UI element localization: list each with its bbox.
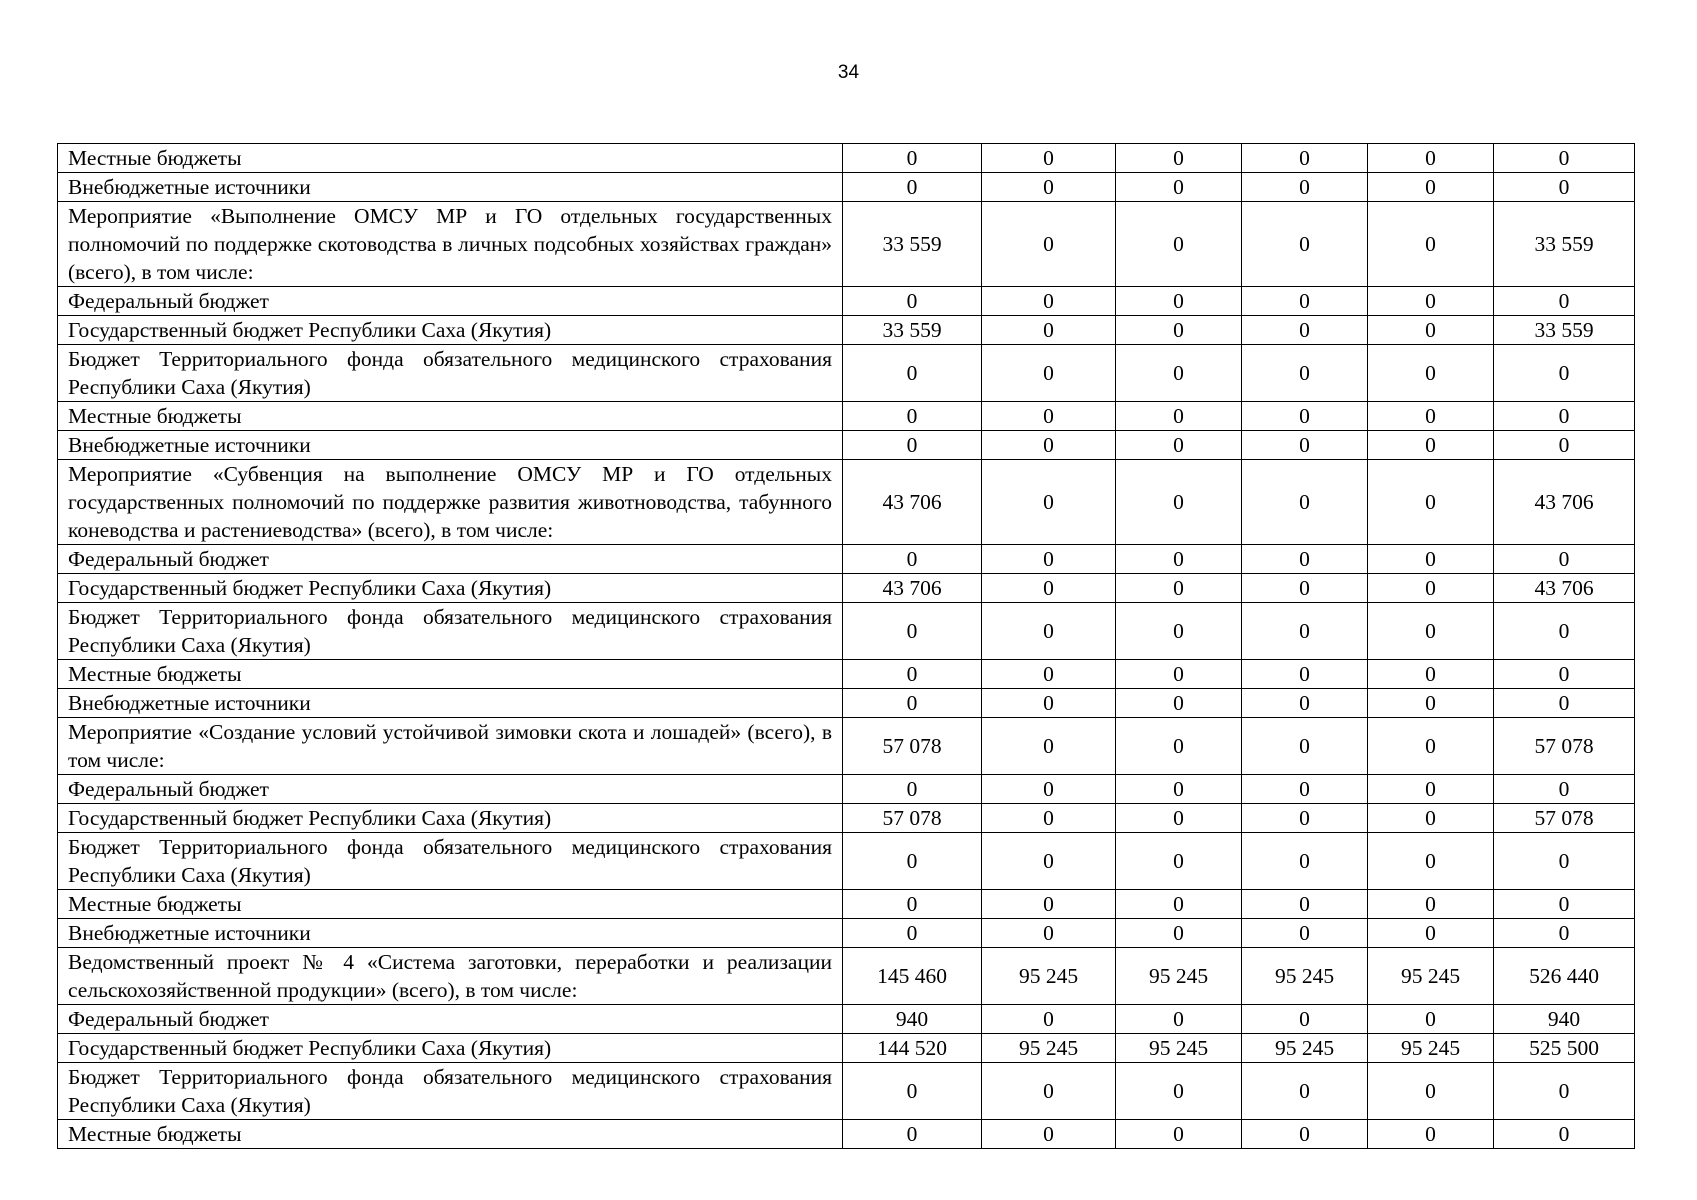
value-cell: 0 <box>982 402 1116 431</box>
table-body <box>58 144 1635 1149</box>
value-cell: 0 <box>1494 545 1635 574</box>
row-label: Федеральный бюджет <box>58 287 843 316</box>
value-cell: 0 <box>982 890 1116 919</box>
row-label: Внебюджетные источники <box>58 431 843 460</box>
value-cell: 57 078 <box>1494 804 1635 833</box>
budget-table <box>57 143 1635 1149</box>
value-cell: 0 <box>1242 833 1368 890</box>
table-row <box>58 1120 1635 1149</box>
value-cell: 0 <box>1368 804 1494 833</box>
value-cell: 0 <box>843 603 982 660</box>
value-cell: 0 <box>1494 775 1635 804</box>
value-cell: 0 <box>1242 173 1368 202</box>
value-cell: 0 <box>1368 173 1494 202</box>
table-row <box>58 545 1635 574</box>
value-cell: 0 <box>1368 689 1494 718</box>
value-cell: 0 <box>843 775 982 804</box>
row-label: Местные бюджеты <box>58 144 843 173</box>
value-cell: 95 245 <box>1242 948 1368 1005</box>
value-cell: 0 <box>1494 919 1635 948</box>
value-cell: 0 <box>843 545 982 574</box>
value-cell: 0 <box>843 173 982 202</box>
value-cell: 0 <box>982 1120 1116 1149</box>
value-cell: 0 <box>1494 833 1635 890</box>
value-cell: 0 <box>1368 431 1494 460</box>
row-label: Государственный бюджет Республики Саха (Якутия) <box>58 804 843 833</box>
value-cell: 0 <box>1116 287 1242 316</box>
value-cell: 940 <box>1494 1005 1635 1034</box>
value-cell: 0 <box>1368 345 1494 402</box>
value-cell: 0 <box>1494 660 1635 689</box>
value-cell: 0 <box>1242 287 1368 316</box>
value-cell: 0 <box>1116 718 1242 775</box>
table-row <box>58 574 1635 603</box>
row-label: Бюджет Территориального фонда обязательного медицинского страхования Республики Саха (Якутия) <box>58 345 843 402</box>
value-cell: 0 <box>1494 287 1635 316</box>
value-cell: 0 <box>982 718 1116 775</box>
value-cell: 0 <box>1116 545 1242 574</box>
value-cell: 0 <box>1368 775 1494 804</box>
value-cell: 95 245 <box>1116 948 1242 1005</box>
row-label: Местные бюджеты <box>58 1120 843 1149</box>
value-cell: 0 <box>1368 718 1494 775</box>
table-row <box>58 460 1635 545</box>
value-cell: 525 500 <box>1494 1034 1635 1063</box>
value-cell: 0 <box>843 890 982 919</box>
value-cell: 0 <box>1116 574 1242 603</box>
value-cell: 0 <box>1116 202 1242 287</box>
value-cell: 0 <box>1242 1063 1368 1120</box>
value-cell: 144 520 <box>843 1034 982 1063</box>
value-cell: 0 <box>1368 919 1494 948</box>
value-cell: 43 706 <box>843 574 982 603</box>
value-cell: 43 706 <box>1494 460 1635 545</box>
value-cell: 0 <box>1242 919 1368 948</box>
value-cell: 0 <box>1368 1005 1494 1034</box>
value-cell: 95 245 <box>1242 1034 1368 1063</box>
value-cell: 0 <box>1116 345 1242 402</box>
row-label: Мероприятие «Выполнение ОМСУ МР и ГО отдельных государственных полномочий по поддержке скотоводства в личных подсобных хозяйствах граждан» (всего), в том числе: <box>58 202 843 287</box>
value-cell: 145 460 <box>843 948 982 1005</box>
value-cell: 0 <box>843 144 982 173</box>
value-cell: 0 <box>1116 402 1242 431</box>
value-cell: 0 <box>982 689 1116 718</box>
value-cell: 57 078 <box>843 804 982 833</box>
table-row <box>58 603 1635 660</box>
value-cell: 0 <box>1116 660 1242 689</box>
table-row <box>58 287 1635 316</box>
table-row <box>58 948 1635 1005</box>
table-row <box>58 1034 1635 1063</box>
value-cell: 0 <box>1494 1120 1635 1149</box>
value-cell: 0 <box>1242 1005 1368 1034</box>
value-cell: 0 <box>1242 316 1368 345</box>
value-cell: 0 <box>1242 545 1368 574</box>
value-cell: 0 <box>982 202 1116 287</box>
value-cell: 0 <box>1116 316 1242 345</box>
table-row <box>58 804 1635 833</box>
value-cell: 0 <box>1116 1063 1242 1120</box>
value-cell: 95 245 <box>1116 1034 1242 1063</box>
value-cell: 0 <box>1494 603 1635 660</box>
value-cell: 33 559 <box>1494 202 1635 287</box>
row-label: Государственный бюджет Республики Саха (Якутия) <box>58 574 843 603</box>
value-cell: 0 <box>982 316 1116 345</box>
row-label: Местные бюджеты <box>58 660 843 689</box>
row-label: Государственный бюджет Республики Саха (Якутия) <box>58 1034 843 1063</box>
table-row <box>58 173 1635 202</box>
row-label: Внебюджетные источники <box>58 919 843 948</box>
value-cell: 0 <box>1368 1063 1494 1120</box>
value-cell: 0 <box>1242 460 1368 545</box>
value-cell: 0 <box>1494 1063 1635 1120</box>
value-cell: 0 <box>1116 1120 1242 1149</box>
value-cell: 0 <box>843 431 982 460</box>
value-cell: 43 706 <box>843 460 982 545</box>
value-cell: 0 <box>982 660 1116 689</box>
value-cell: 0 <box>1116 144 1242 173</box>
value-cell: 0 <box>1368 402 1494 431</box>
row-label: Бюджет Территориального фонда обязательного медицинского страхования Республики Саха (Якутия) <box>58 1063 843 1120</box>
value-cell: 0 <box>982 545 1116 574</box>
value-cell: 57 078 <box>843 718 982 775</box>
table-row <box>58 431 1635 460</box>
table-row <box>58 402 1635 431</box>
value-cell: 0 <box>1242 574 1368 603</box>
value-cell: 0 <box>1368 545 1494 574</box>
value-cell: 0 <box>982 1005 1116 1034</box>
table-row <box>58 144 1635 173</box>
row-label: Федеральный бюджет <box>58 545 843 574</box>
row-label: Местные бюджеты <box>58 890 843 919</box>
value-cell: 0 <box>1368 202 1494 287</box>
value-cell: 0 <box>1116 890 1242 919</box>
table-row <box>58 1005 1635 1034</box>
value-cell: 0 <box>1116 603 1242 660</box>
value-cell: 0 <box>982 144 1116 173</box>
row-label: Местные бюджеты <box>58 402 843 431</box>
row-label: Ведомственный проект № 4 «Система заготовки, переработки и реализации сельскохозяйственной продукции» (всего), в том числе: <box>58 948 843 1005</box>
value-cell: 0 <box>843 833 982 890</box>
value-cell: 0 <box>843 402 982 431</box>
table-row <box>58 202 1635 287</box>
value-cell: 0 <box>982 919 1116 948</box>
value-cell: 0 <box>843 919 982 948</box>
value-cell: 0 <box>1116 689 1242 718</box>
value-cell: 0 <box>1494 402 1635 431</box>
row-label: Мероприятие «Субвенция на выполнение ОМСУ МР и ГО отдельных государственных полномочий по поддержке развития животноводства, табунного коневодства и растениеводства» (всего), в том числе: <box>58 460 843 545</box>
value-cell: 0 <box>1494 890 1635 919</box>
value-cell: 0 <box>843 287 982 316</box>
value-cell: 0 <box>1116 775 1242 804</box>
value-cell: 0 <box>982 804 1116 833</box>
table-row <box>58 833 1635 890</box>
value-cell: 0 <box>1494 431 1635 460</box>
value-cell: 0 <box>982 287 1116 316</box>
row-label: Мероприятие «Создание условий устойчивой зимовки скота и лошадей» (всего), в том числе: <box>58 718 843 775</box>
page-number: 34 <box>837 62 860 83</box>
row-label: Федеральный бюджет <box>58 1005 843 1034</box>
value-cell: 0 <box>1368 833 1494 890</box>
value-cell: 0 <box>1494 689 1635 718</box>
value-cell: 0 <box>1368 603 1494 660</box>
table-row <box>58 775 1635 804</box>
value-cell: 43 706 <box>1494 574 1635 603</box>
value-cell: 0 <box>1494 173 1635 202</box>
value-cell: 526 440 <box>1494 948 1635 1005</box>
value-cell: 0 <box>1242 804 1368 833</box>
value-cell: 0 <box>982 431 1116 460</box>
value-cell: 0 <box>1116 431 1242 460</box>
value-cell: 33 559 <box>843 316 982 345</box>
value-cell: 0 <box>982 833 1116 890</box>
table-row <box>58 890 1635 919</box>
value-cell: 0 <box>1368 1120 1494 1149</box>
value-cell: 0 <box>843 660 982 689</box>
row-label: Федеральный бюджет <box>58 775 843 804</box>
value-cell: 0 <box>1242 144 1368 173</box>
table-row <box>58 660 1635 689</box>
table-row <box>58 1063 1635 1120</box>
value-cell: 95 245 <box>982 948 1116 1005</box>
value-cell: 0 <box>982 574 1116 603</box>
value-cell: 0 <box>843 689 982 718</box>
value-cell: 0 <box>1116 1005 1242 1034</box>
table-row <box>58 316 1635 345</box>
value-cell: 0 <box>1368 316 1494 345</box>
value-cell: 0 <box>1242 202 1368 287</box>
table-row <box>58 689 1635 718</box>
value-cell: 33 559 <box>843 202 982 287</box>
value-cell: 0 <box>1494 345 1635 402</box>
value-cell: 0 <box>1242 689 1368 718</box>
value-cell: 0 <box>1368 144 1494 173</box>
value-cell: 0 <box>1116 460 1242 545</box>
value-cell: 940 <box>843 1005 982 1034</box>
value-cell: 0 <box>982 1063 1116 1120</box>
value-cell: 95 245 <box>982 1034 1116 1063</box>
value-cell: 0 <box>1242 775 1368 804</box>
value-cell: 0 <box>1116 804 1242 833</box>
value-cell: 0 <box>1116 919 1242 948</box>
value-cell: 0 <box>1494 144 1635 173</box>
table-row <box>58 919 1635 948</box>
value-cell: 0 <box>1368 660 1494 689</box>
value-cell: 0 <box>1242 660 1368 689</box>
value-cell: 0 <box>1242 402 1368 431</box>
table-row <box>58 345 1635 402</box>
value-cell: 0 <box>843 1120 982 1149</box>
value-cell: 0 <box>1368 890 1494 919</box>
row-label: Внебюджетные источники <box>58 173 843 202</box>
row-label: Внебюджетные источники <box>58 689 843 718</box>
value-cell: 0 <box>1242 431 1368 460</box>
value-cell: 0 <box>1242 603 1368 660</box>
value-cell: 0 <box>1242 718 1368 775</box>
table-row <box>58 718 1635 775</box>
value-cell: 0 <box>843 345 982 402</box>
value-cell: 57 078 <box>1494 718 1635 775</box>
value-cell: 0 <box>982 775 1116 804</box>
value-cell: 0 <box>982 603 1116 660</box>
value-cell: 0 <box>1242 890 1368 919</box>
value-cell: 0 <box>1368 574 1494 603</box>
value-cell: 0 <box>1242 1120 1368 1149</box>
value-cell: 33 559 <box>1494 316 1635 345</box>
value-cell: 0 <box>1368 287 1494 316</box>
value-cell: 0 <box>982 460 1116 545</box>
row-label: Государственный бюджет Республики Саха (Якутия) <box>58 316 843 345</box>
value-cell: 0 <box>843 1063 982 1120</box>
value-cell: 0 <box>982 345 1116 402</box>
value-cell: 0 <box>1116 173 1242 202</box>
value-cell: 0 <box>1242 345 1368 402</box>
value-cell: 0 <box>1368 460 1494 545</box>
value-cell: 0 <box>1116 833 1242 890</box>
value-cell: 0 <box>982 173 1116 202</box>
value-cell: 95 245 <box>1368 1034 1494 1063</box>
row-label: Бюджет Территориального фонда обязательного медицинского страхования Республики Саха (Якутия) <box>58 603 843 660</box>
row-label: Бюджет Территориального фонда обязательного медицинского страхования Республики Саха (Якутия) <box>58 833 843 890</box>
value-cell: 95 245 <box>1368 948 1494 1005</box>
